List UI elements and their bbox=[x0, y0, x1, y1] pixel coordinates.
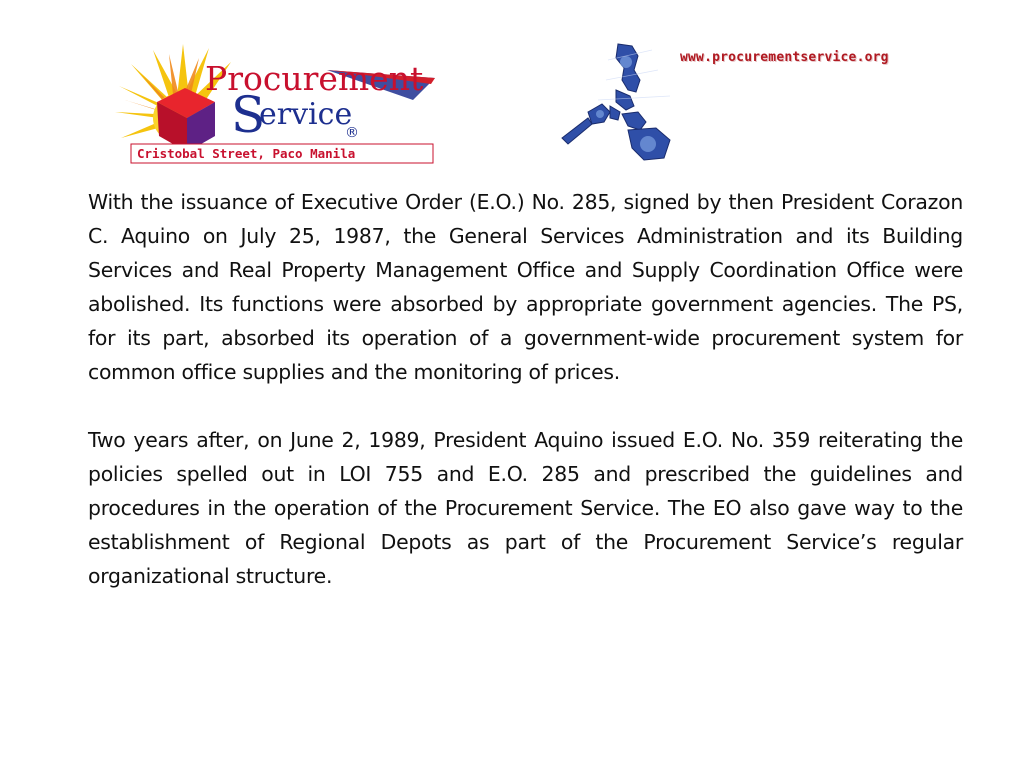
paragraph-eo-359: Two years after, on June 2, 1989, President Aquino issued E.O. No. 359 reiterating the policies spelled out in LOI 755 and E.O. 285 and prescribed the guidelines and procedures in the operation of the Procurement Service. The EO also gave way to the establishment of Regional Depots as part of the Procurement Service’s regular organizational structure. bbox=[88, 428, 963, 588]
logo-letter-s: S bbox=[231, 86, 266, 144]
header-banner bbox=[113, 40, 953, 166]
philippines-map-icon bbox=[558, 40, 683, 164]
website-url: www.procurementservice.org bbox=[680, 50, 889, 65]
paragraph-eo-285: With the issuance of Executive Order (E.O.) No. 285, signed by then President Corazon C. Aquino on July 25, 1987, the General Services Administration and its Building Services and Real Property Management Office and Supply Coordination Office were abolished. Its functions were absorbed by appropriate government agencies. The PS, for its part, absorbed its operation of a government-wide procurement system for common office supplies and the monitoring of prices. bbox=[88, 190, 963, 384]
registered-mark: ® bbox=[345, 125, 359, 141]
logo-word-service: ervice bbox=[259, 97, 353, 132]
main-content bbox=[88, 185, 963, 593]
logo-word-procurement: Procurement bbox=[205, 59, 424, 98]
address-text: Cristobal Street, Paco Manila bbox=[137, 146, 356, 161]
procurement-service-logo bbox=[113, 40, 439, 164]
